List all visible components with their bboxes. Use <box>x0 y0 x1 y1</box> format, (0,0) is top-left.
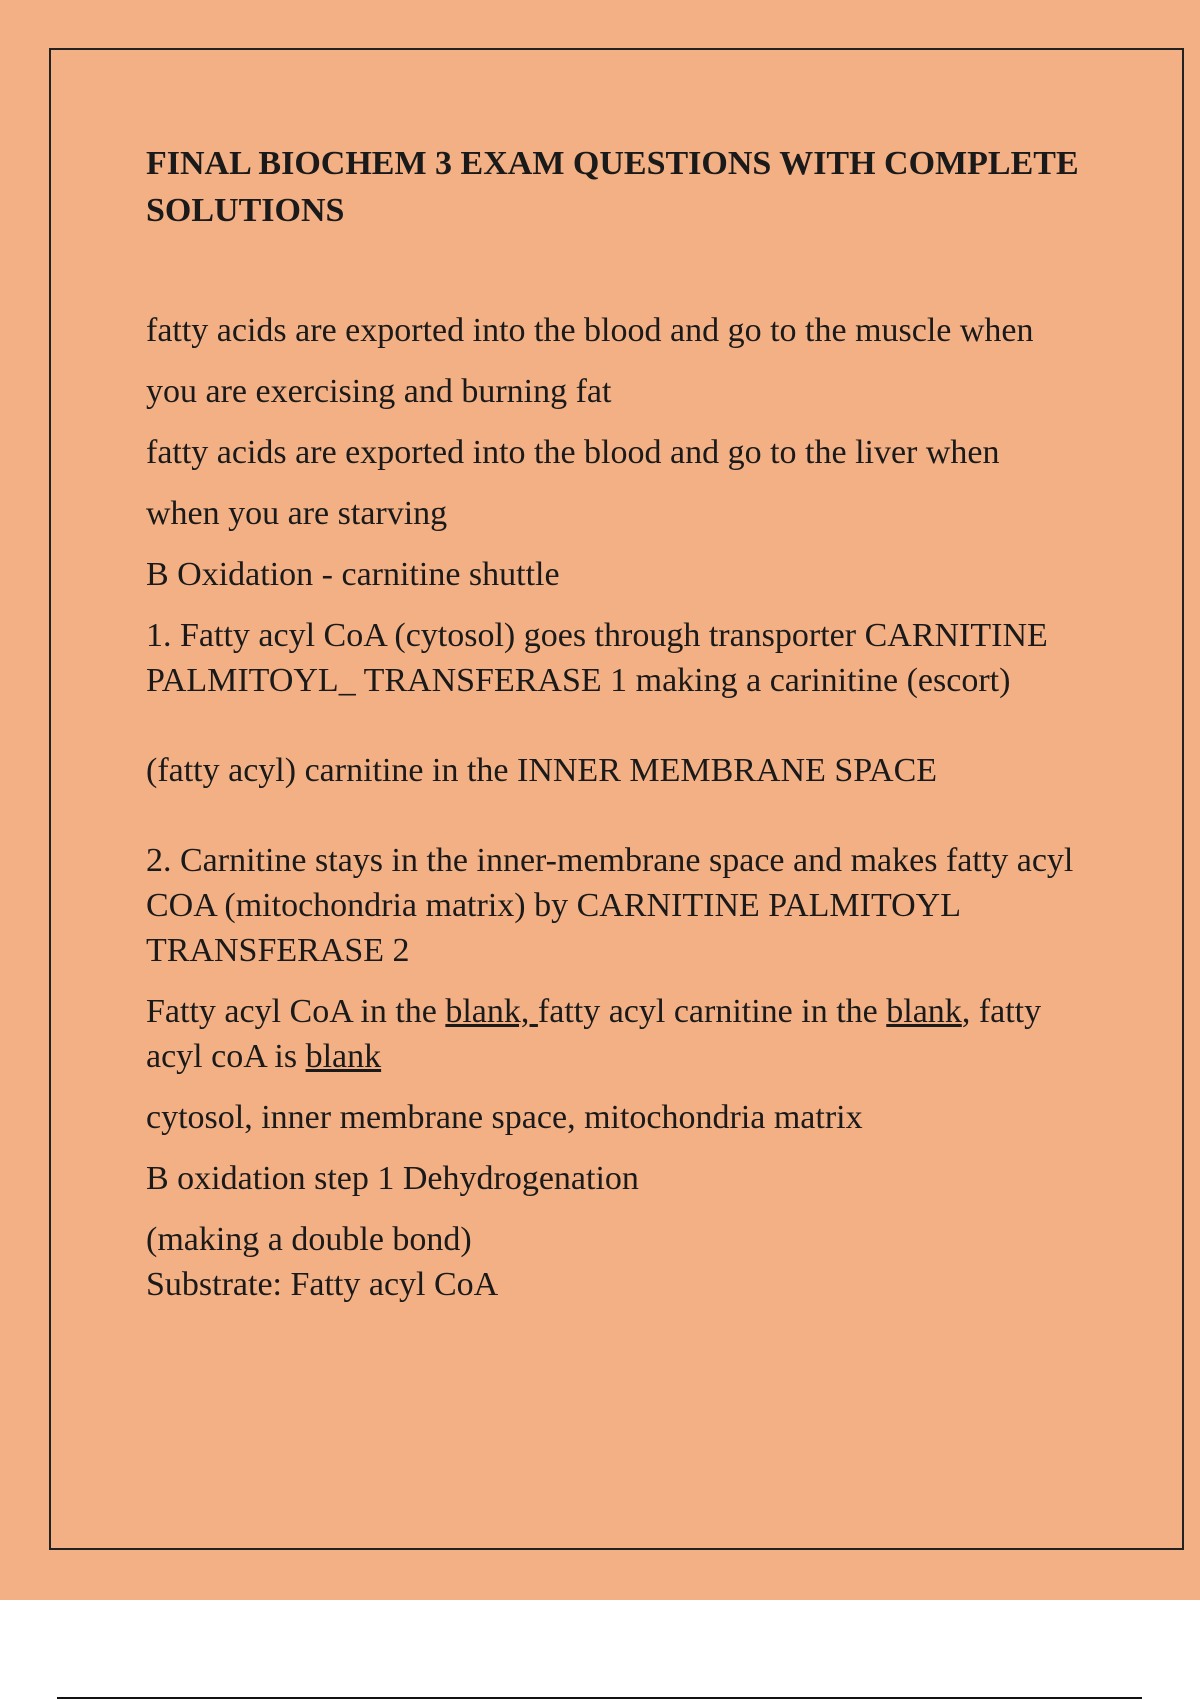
text-line-4: when you are starving <box>146 495 448 532</box>
blank-2: blank <box>886 993 962 1030</box>
blank-1: blank, <box>445 993 538 1030</box>
document-body <box>146 140 1096 1323</box>
substrate-line: Substrate: Fatty acyl CoA <box>146 1266 499 1303</box>
blank-question-part-3: , fatty acyl coA is <box>146 993 1042 1075</box>
step-2-paragraph: 2. Carnitine stays in the inner-membrane space and makes fatty acyl COA (mitochondria matrix) by CARNITINE PALMITOYL TRANSFERASE 2 <box>146 842 1074 969</box>
step-1-dehydrogenation-heading: B oxidation step 1 Dehydrogenation <box>146 1160 639 1197</box>
blank-question-part-2: fatty acyl carnitine in the <box>537 993 887 1030</box>
fill-in-blank-question <box>146 989 1096 1079</box>
step-1-paragraph: 1. Fatty acyl CoA (cytosol) goes through transporter CARNITINE PALMITOYL_ TRANSFERASE 1 making a carinitine (escort) <box>146 617 1048 699</box>
text-line-1: fatty acids are exported into the blood and go to the muscle when <box>146 312 1034 349</box>
document-title: FINAL BIOCHEM 3 EXAM QUESTIONS WITH COMPLETE SOLUTIONS <box>146 145 1079 229</box>
answer-line: cytosol, inner membrane space, mitochondria matrix <box>146 1099 863 1136</box>
text-line-3: fatty acids are exported into the blood and go to the liver when <box>146 434 1000 471</box>
blank-question-part-1: Fatty acyl CoA in the <box>146 993 446 1030</box>
inner-membrane-line: (fatty acyl) carnitine in the INNER MEMBRANE SPACE <box>146 752 938 789</box>
double-bond-note: (making a double bond) <box>146 1221 472 1258</box>
section-heading-carnitine-shuttle: B Oxidation - carnitine shuttle <box>146 556 560 593</box>
footer-divider <box>57 1697 1142 1699</box>
blank-3: blank <box>305 1038 382 1075</box>
text-line-2: you are exercising and burning fat <box>146 373 612 410</box>
